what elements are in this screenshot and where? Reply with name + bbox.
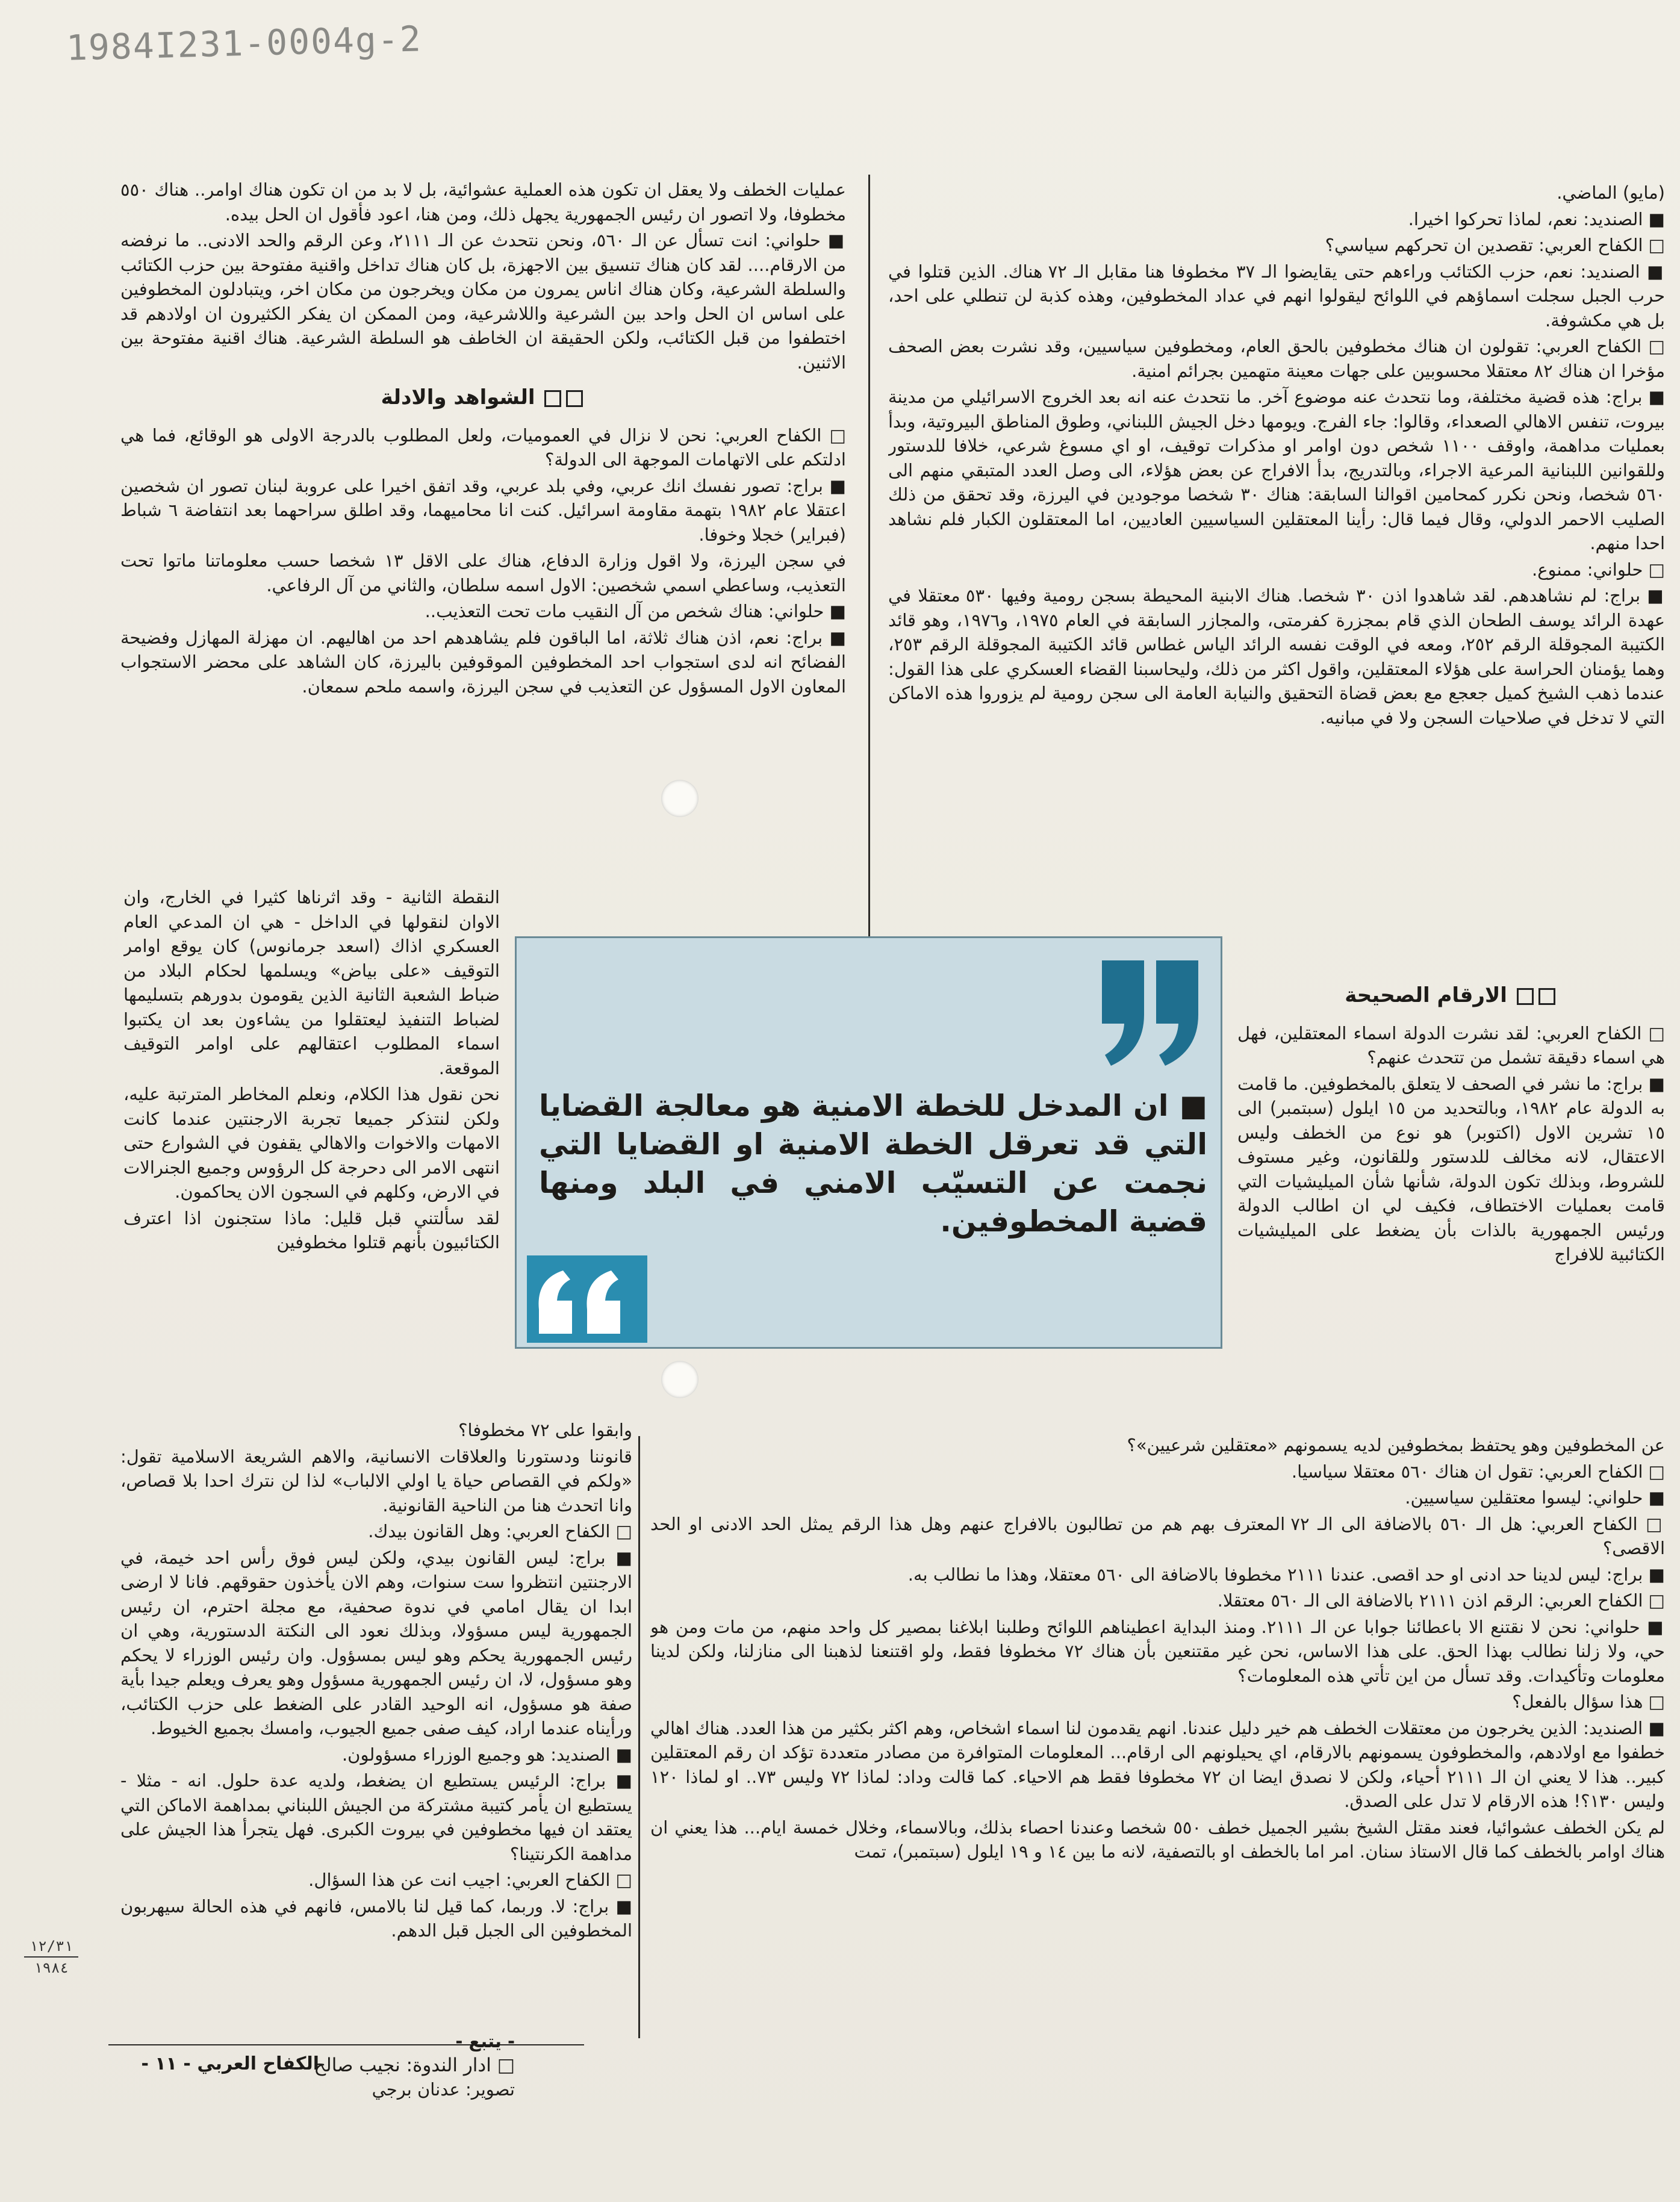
page-footer: الكفاح العربي - ١١ -	[141, 2053, 319, 2074]
side-date-stamp: ١٢/٣١ ١٩٨٤	[24, 1936, 78, 1978]
square-bullet-icon	[1517, 988, 1534, 1005]
column-divider-bottom	[638, 1436, 640, 2038]
square-bullet-icon	[544, 390, 561, 407]
paragraph: ■ براج: تصور نفسك انك عربي، وفي بلد عربي، وقد اتفق اخيرا على عروبة لبنان تصور ان شخصين اعتقلا عام ١٩٨٢ بتهمة مقاومة اسرائيل. كنت انا محاميهما، وقد اطلق سراحهما بعد انتفاضة ٦ شباط (فبراير) خجلا وخوفا.	[120, 475, 846, 545]
square-bullet-icon	[566, 390, 583, 407]
follow-marker: - يتبع -	[455, 2031, 515, 2051]
right-column-bottom	[650, 1433, 1665, 2053]
square-bullet-icon	[1538, 988, 1555, 1005]
paragraph: □ الكفاح العربي: نحن لا نزال في العموميات، ولعل المطلوب بالدرجة الاولى هو الوقائع، فما هي ادلتكم على الاتهامات الموجهة الى الدولة؟	[120, 425, 846, 470]
paragraph: في سجن اليرزة، ولا اقول وزارة الدفاع، هناك على الاقل ١٣ شخصا حسب معلوماتنا ماتوا تحت التعذيب، وساعطي اسمي شخصين: الاول اسمه سلطان، والثاني من آل الرفاعي.	[120, 550, 846, 596]
paragraph: □ الكفاح العربي: الرقم اذن ٢١١١ بالاضافة الى الـ ٥٦٠ معتقلا.	[1217, 1590, 1665, 1611]
paragraph: ■ حلواني: ليسوا معتقلين سياسيين.	[1405, 1487, 1665, 1508]
right-column-narrow	[1237, 972, 1665, 1418]
paragraph: □ الكفاح العربي: تقول ان هناك ٥٦٠ معتقلا سياسيا.	[1291, 1461, 1665, 1482]
right-column-top	[888, 181, 1665, 969]
paragraph: ■ براج: ليس لدينا حد ادنى او حد اقصى. عندنا ٢١١١ مخطوفا بالاضافة الى ٥٦٠ معتقلا، وهذا ما نطالب به.	[907, 1564, 1665, 1585]
paragraph: ■ براج: لم نشاهدهم. لقد شاهدوا اذن ٣٠ شخصا. هناك الابنية المحيطة بسجن رومية وفيها ٥٣٠ معتقلا في عهدة الرائد يوسف الطحان الذي قام بمجزرة كفرمتى، والمجازر السابقة في العام ١٩٧٥، و١٩٧٦، وهو قائد الكتيبة المجوقلة الرقم ٢٥٢، ومعه في الوقت نفسه الرائد الياس غطاس قائد الكتيبة المجوقلة الرقم ٢٥٣، وهما يؤمنان الحراسة على هؤلاء المعتقلين، واقول اكثر من ذلك، وليحاسبنا القضاء العسكري على هذا القول: عندما ذهب الشيخ كميل جعجع مع بعض قضاة التحقيق والنيابة العامة الى سجن رومية لم يزوروا هذه الاماكن التي لا تدخل في صلاحيات السجن ولا في مبانيه.	[888, 585, 1665, 728]
paragraph: ■ براج: لا. وربما، كما قيل لنا بالامس، فانهم في هذه الحالة سيهربون المخطوفين الى الجبل قبل الدهم.	[120, 1896, 632, 1941]
left-column-top	[120, 178, 846, 900]
archive-id-stamp: 1984I231-0004g-2	[66, 18, 423, 69]
moderator-credit: □ ادار الندوة: نجيب صالح	[314, 2054, 515, 2076]
paragraph: □ حلواني: ممنوع.	[1532, 559, 1665, 580]
pull-quote-text: ■ ان المدخل للخطة الامنية هو معالجة القضايا التي قد تعرقل الخطة الامنية او القضايا التي نجمت عن التسيّب الامني في البلد ومنها قضية المخطوفين.	[539, 1089, 1207, 1239]
paragraph: ■ براج: هذه قضية مختلفة، وما نتحدث عنه موضوع آخر. ما نتحدث عنه انه بعد الخروج الاسرائيلي من مدينة بيروت، تنفس الاهالي الصعداء، وقالوا: جاء الفرج. ويومها دخل الجيش اللبناني، وطوق المناطق البيروتية، وبدأ بعمليات مداهمة، واوقف ١١٠٠ شخص دون اوامر او مذكرات توقيف، او اي مسوغ شرعي، خلافا للدستور وللقوانين اللبنانية المرعية الاجراء، وبالتدريج، بدأ الافراج عن بعض هؤلاء، الى وصل العدد المتبقي منهم الى ٥٦٠ شخصا، ونحن نكرر كمحامين اقوالنا السابقة: هناك ٣٠ شخصا موجودين في اليرزة، وقد تحقق من ذلك الصليب الاحمر الدولي، وقال فيما قال: رأينا المعتقلين السياسيين العاديين، اما المعتقلون الكبار فلم نشاهد احدا منهم.	[888, 387, 1665, 553]
binder-hole-bottom	[661, 1361, 698, 1398]
paragraph: □ الكفاح العربي: تقصدين ان تحركهم سياسي؟	[1325, 235, 1665, 255]
opening-quote-icon	[527, 1255, 647, 1343]
paragraph: قانوننا ودستورنا والعلاقات الانسانية، والاهم الشريعة الاسلامية تقول: «ولكم في القصاص حياة يا اولي الالباب» لذا لن نترك احدا بلا قصاص، وانا اتحدث هنا من الناحية القانونية.	[120, 1446, 632, 1516]
paragraph: نحن نقول هذا الكلام، ونعلم المخاطر المترتبة عليه، ولكن لنتذكر جميعا تجربة الارجنتين عندما كانت الامهات والاخوات والاهالي يقفون في الشوارع حتى انتهى الامر الى دحرجة كل الرؤوس وجميع الجنرالات في الارض، وكلهم في السجون الان يحاكمون.	[123, 1084, 500, 1202]
closing-quote-icon	[1090, 954, 1210, 1069]
section-heading-left: الشواهد والادلة	[120, 385, 846, 410]
paragraph: ■ حلواني: هناك شخص من آل النقيب مات تحت التعذيب..	[425, 601, 846, 621]
paragraph: وابقوا على ٧٢ مخطوفا؟	[458, 1420, 632, 1440]
column-divider-top	[868, 175, 870, 939]
paragraph: ■ براج: ما نشر في الصحف لا يتعلق بالمخطوفين. ما قامت به الدولة عام ١٩٨٢، وبالتحديد من ١٥ ايلول (سبتمبر) الى ١٥ تشرين الاول (اكتوبر) هو نوع من الخطف وليس الاعتقال، لانه مخالف للدستور وللقانون، وغير مستوف للشروط، وبذلك تكون الدولة، شأنها شأن الميليشيات التي قامت بعمليات الاختطاف، فكيف لي ان اطالب الدولة ورئيس الجمهورية بالذات بأن يضغط على الميليشيات الكتائبية للافراج	[1237, 1073, 1665, 1264]
paragraph: □ الكفاح العربي: وهل القانون بيدك.	[368, 1521, 632, 1541]
paragraph: ■ براج: الرئيس يستطيع ان يضغط، ولديه عدة حلول. انه - مثلا - يستطيع ان يأمر كتيبة مشتركة من الجيش اللبناني بمداهمة الاماكن التي يعتقد ان فيها مخطوفين في بيروت الكبرى. فهل يتجرأ هذا الجيش على مداهمة الكرنتينا؟	[120, 1770, 632, 1864]
photo-credit: تصوير: عدنان برجي	[372, 2079, 515, 2100]
paragraph: ■ الصنديد: هو وجميع الوزراء مسؤولون.	[341, 1744, 632, 1765]
left-column-narrow	[123, 885, 500, 1427]
paragraph: □ هذا سؤال بالفعل؟	[1512, 1691, 1665, 1712]
paragraph: □ الكفاح العربي: هل الـ ٥٦٠ بالاضافة الى الـ ٧٢ المعترف بهم هم من تطالبون بالافراج عنهم وهل هذا الرقم يمثل الحد الادنى او الحد الاقصى؟	[650, 1513, 1665, 1558]
paragraph: النقطة الثانية - وقد اثرناها كثيرا في الخارج، وان الاوان لنقولها في الداخل - هي ان المدعي العام العسكري اذاك (اسعد جرمانوس) كان يوقع اوامر التوقيف «على بياض» ويسلمها لحكام البلاد من ضباط الشعبة الثانية الذين يقومون بدورهم بتسليمها لضباط التنفيذ ليعتقلوا من يشاءون بعد ان يكتبوا اسماء المطلوب اعتقالهم على اوامر التوقيف الموقعة.	[123, 887, 500, 1078]
paragraph: ■ براج: ليس القانون بيدي، ولكن ليس فوق رأس احد خيمة، في الارجنتين انتظروا ست سنوات، وهم الان يأخذون حقوقهم. فانا لا ارضى ابدا ان يقال امامي في ندوة صحفية، مع مجلة احترم، ان رئيس الجمهورية ليس مسؤولا، وبذلك نعود الى النكتة الدستورية، وهي ان رئيس الجمهورية يحكم وهو ليس بمسؤول. وان رئيس الوزراء لا يحكم وهو مسؤول، لا، ان رئيس الجمهورية مسؤول وهو يعرف ويعلم جيدا بأية صفة هو مسؤول، انه الوحيد القادر على الضغط على حزب الكتائب، ورأيناه عندما اراد، كيف صفى جميع الجيوب، وامسك بجميع الخيوط.	[120, 1547, 632, 1738]
paragraph: (مايو) الماضي.	[1557, 182, 1665, 203]
paragraph: لقد سألتني قبل قليل: ماذا ستجنون اذا اعترف الكتائبيون بأنهم قتلوا مخطوفين	[123, 1207, 500, 1252]
paragraph: □ الكفاح العربي: لقد نشرت الدولة اسماء المعتقلين، فهل هي اسماء دقيقة تشمل من تتحدث عنهم؟	[1237, 1022, 1665, 1068]
paragraph: ■ الصنديد: الذين يخرجون من معتقلات الخطف هم خير دليل عندنا. انهم يقدمون لنا اسماء اشخاص، وهم اكثر بكثير من هذا العدد. هناك اهالي خطفوا مع اولادهم، والمخطوفون يسمونهم بالارقام، اي يحيلونهم الى ارقام... المعلومات المتوافرة من مصادر متعددة تؤكد ان رقم المعتقلين كبير.. هذا لا يعني ان الـ ٢١١١ أحياء، ولكن لا نصدق ايضا ان ٧٢ مخطوفا فقط هم الاحياء. كما قالت وداد: لماذا ٧٢ وليس ٧٣.. او لماذا ١٢٠ وليس ١٣٠؟! هذه الارقام لا تدل على الصدق.	[650, 1717, 1665, 1811]
left-column-bottom	[120, 1418, 632, 1996]
paragraph: عن المخطوفين وهو يحتفظ بمخطوفين لديه يسمونهم «معتقلين شرعيين»؟	[1127, 1435, 1665, 1455]
paragraph: ■ الصنديد: نعم، حزب الكتائب وراءهم حتى يقايضوا الـ ٣٧ مخطوفا هنا مقابل الـ ٧٢ هناك. الذين قتلوا في حرب الجبل سجلت اسماؤهم في اللوائح ليقولوا انهم في عداد المخطوفين، وهذه كذبة لن تنطلي على احد، بل هي مكشوفة.	[888, 261, 1665, 331]
paragraph: □ الكفاح العربي: تقولون ان هناك مخطوفين بالحق العام، ومخطوفين سياسيين، وقد نشرت بعض الصحف مؤخرا ان هناك ٨٢ معتقلا محسوبين على جهات معينة متهمين بجرائم امنية.	[888, 336, 1665, 381]
paragraph: ■ حلواني: انت تسأل عن الـ ٥٦٠، ونحن نتحدث عن الـ ٢١١١، وعن الرقم والحد الادنى.. ما نرفضه من الارقام.... لقد كان هناك تنسيق بين الاجهزة، بل كان هناك تداخل واقنية مفتوحة بين حزب الكتائب والسلطة الشرعية، وكان هناك اناس يمرون من مكان ويخرجون من مكان اخر، ويتبادلون المخطوفين على اساس ان الحل واحد بين الشرعية واللاشرعية، ومن الممكن ان يفكر الكثيرون ان اولادهم قد اختطفوا من قبل الكتائب، ولكن الحقيقة ان الخاطف هو السلطة الشرعية. هناك اقنية مفتوحة بين الاثنين.	[120, 230, 846, 373]
paragraph: ■ حلواني: نحن لا نقتنع الا باعطائنا جوابا عن الـ ٢١١١. ومنذ البداية اعطيناهم اللوائح وطلبنا ابلاغنا بمصير كل واحد منهم، من مات ومن هو حي، ولا زلنا نطالب بهذا الحق. على هذا الاساس، نحن غير مقتنعين بأن هناك ٧٢ مخطوفا فقط، ولو اقتنعنا لذهبنا الى منازلنا، ولكن لدينا معلومات وتأكيدات. وقد تسأل من اين تأتي هذه المعلومات؟	[650, 1616, 1665, 1686]
paragraph: ■ براج: نعم، اذن هناك ثلاثة، اما الباقون فلم يشاهدهم احد من اهاليهم. ان مهزلة المهازل وفضيحة الفضائح انه لدى استجواب احد المخطوفين الموقوفين باليرزة، كان الشاهد على محضر الاستجواب المعاون الاول المسؤول عن التعذيب في سجن اليرزة، واسمه ملحم سمعان.	[120, 627, 846, 697]
paragraph: ■ الصنديد: نعم، لماذا تحركوا اخيرا.	[1408, 208, 1665, 229]
paragraph: عمليات الخطف ولا يعقل ان تكون هذه العملية عشوائية، بل لا بد من ان تكون هناك اوامر.. هناك ٥٥٠ مخطوفا، ولا اتصور ان رئيس الجمهورية يجهل ذلك، ومن هنا، اعود فأقول ان الحل بيده.	[120, 179, 846, 225]
section-heading-right: الارقام الصحيحة	[1237, 983, 1665, 1008]
paragraph: لم يكن الخطف عشوائيا، فعند مقتل الشيخ بشير الجميل خطف ٥٥٠ شخصا وعندنا احصاء بذلك، وبالاسماء، وخلال خمسة ايام... هذا يعني ان هناك اوامر بالخطف كما قال الاستاذ سنان. امر اما بالخطف او بالتصفية، لانه ما بين ١٤ و ١٩ ايلول (سبتمبر)، تمت	[650, 1817, 1665, 1862]
paragraph: □ الكفاح العربي: اجيب انت عن هذا السؤال.	[308, 1870, 632, 1890]
